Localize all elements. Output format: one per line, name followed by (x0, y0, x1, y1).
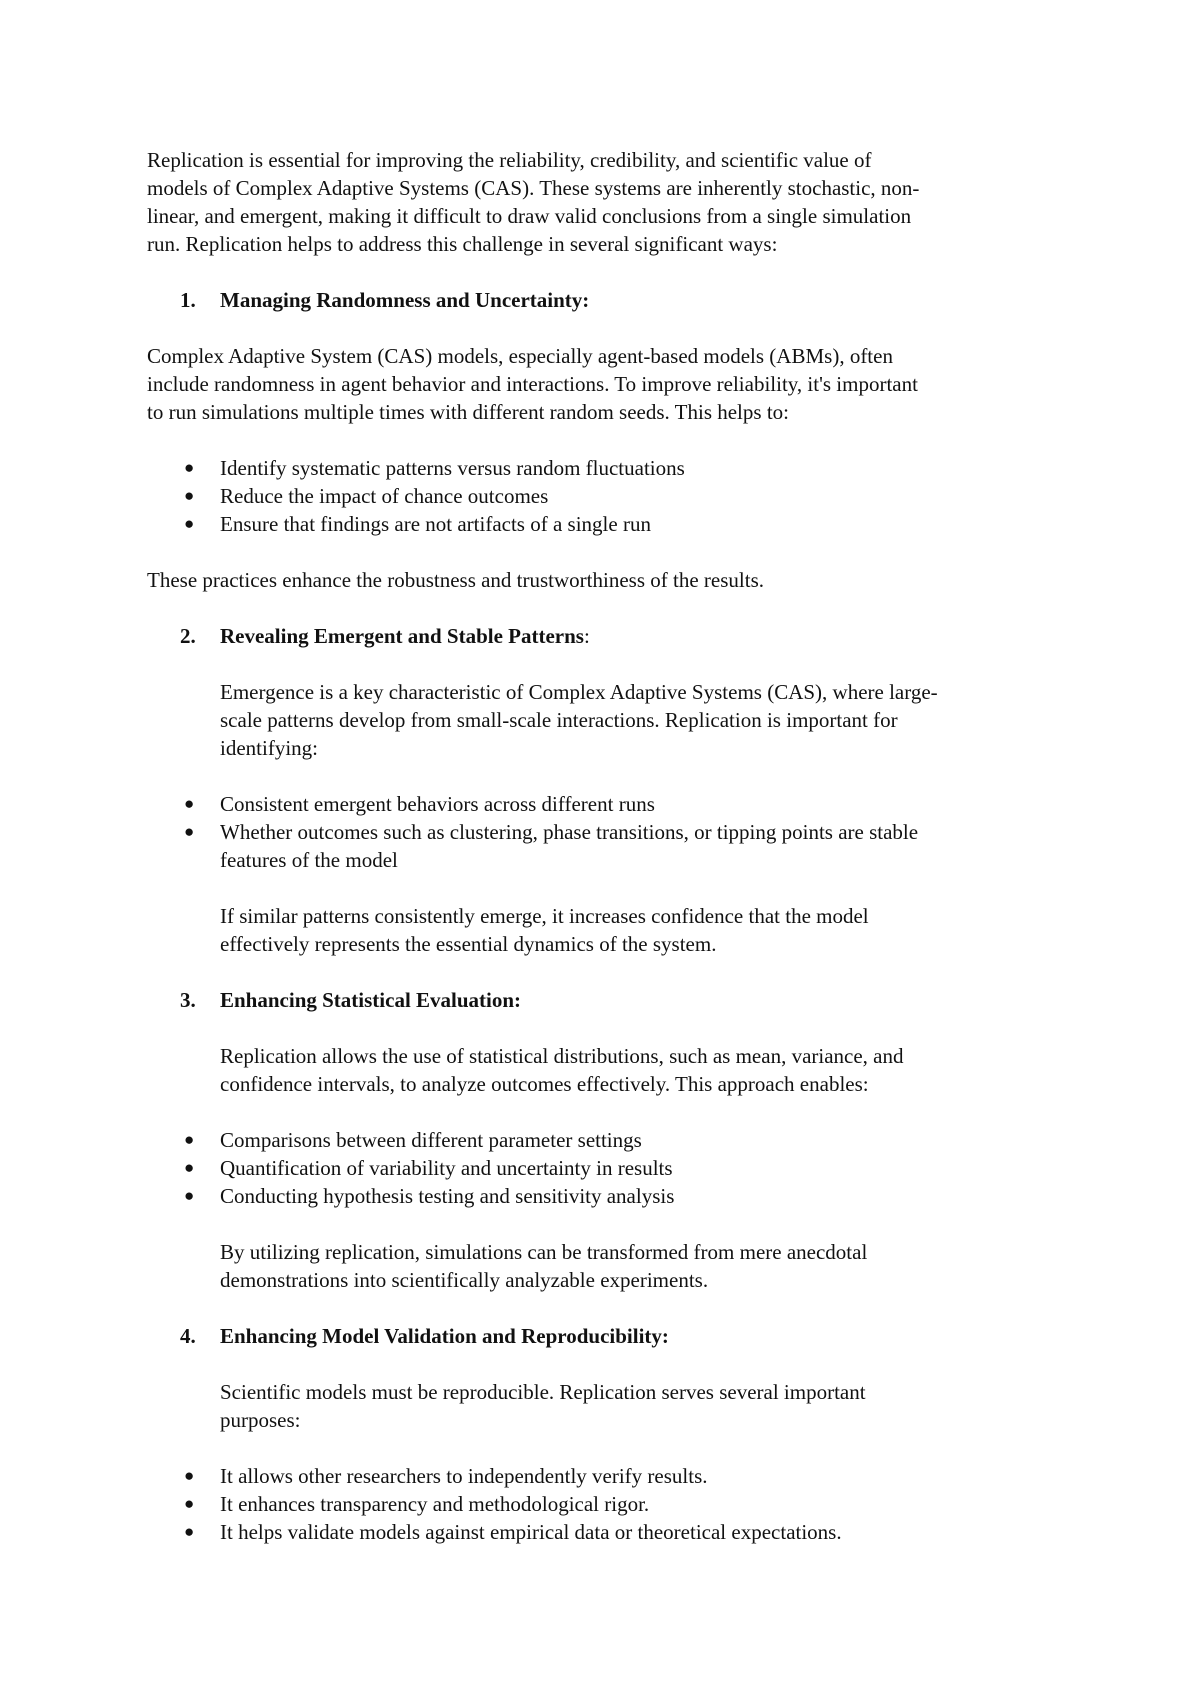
bullet-icon: ● (184, 822, 195, 841)
bullet-icon: ● (184, 1186, 195, 1205)
intro-line: run. Replication helps to address this challenge in several significant ways: (147, 232, 778, 256)
paragraph-line: include randomness in agent behavior and interactions. To improve reliability, it's important (147, 372, 918, 396)
intro-line: Replication is essential for improving the reliability, credibility, and scientific value of (147, 148, 872, 172)
paragraph-line: Replication allows the use of statistical distributions, such as mean, variance, and (220, 1044, 904, 1068)
bullet-item: Identify systematic patterns versus random fluctuations (220, 456, 685, 480)
closing-line: effectively represents the essential dynamics of the system. (220, 932, 717, 956)
section-heading-text: Revealing Emergent and Stable Patterns (220, 624, 584, 648)
section-number: 3. (180, 988, 196, 1012)
paragraph-line: Complex Adaptive System (CAS) models, especially agent-based models (ABMs), often (147, 344, 893, 368)
intro-line: models of Complex Adaptive Systems (CAS). These systems are inherently stochastic, non- (147, 176, 920, 200)
section-number: 4. (180, 1324, 196, 1348)
paragraph-line: Emergence is a key characteristic of Complex Adaptive Systems (CAS), where large- (220, 680, 938, 704)
closing-line: If similar patterns consistently emerge, it increases confidence that the model (220, 904, 869, 928)
closing-line: demonstrations into scientifically analyzable experiments. (220, 1268, 709, 1292)
bullet-item: Ensure that findings are not artifacts of a single run (220, 512, 651, 536)
bullet-item: It helps validate models against empirical data or theoretical expectations. (220, 1520, 842, 1544)
bullet-icon: ● (184, 458, 195, 477)
bullet-item: Reduce the impact of chance outcomes (220, 484, 549, 508)
bullet-icon: ● (184, 794, 195, 813)
section-heading-text: Enhancing Statistical Evaluation: (220, 988, 522, 1012)
bullet-icon: ● (184, 1466, 195, 1485)
bullet-item: It allows other researchers to independently verify results. (220, 1464, 708, 1488)
section-number: 1. (180, 288, 196, 312)
paragraph-line: scale patterns develop from small-scale interactions. Replication is important for (220, 708, 898, 732)
closing-line: By utilizing replication, simulations can be transformed from mere anecdotal (220, 1240, 868, 1264)
bullet-icon: ● (184, 1158, 195, 1177)
bullet-item: Comparisons between different parameter settings (220, 1128, 642, 1152)
bullet-item: Whether outcomes such as clustering, phase transitions, or tipping points are stable (220, 820, 919, 844)
paragraph-line: identifying: (220, 736, 318, 760)
bullet-icon: ● (184, 1494, 195, 1513)
section-heading (220, 986, 521, 1014)
paragraph-line: confidence intervals, to analyze outcomes effectively. This approach enables: (220, 1072, 869, 1096)
section-heading (220, 622, 590, 650)
section-heading-text: Enhancing Model Validation and Reproducibility: (220, 1324, 669, 1348)
intro-line: linear, and emergent, making it difficult to draw valid conclusions from a single simulation (147, 204, 912, 228)
paragraph-line: to run simulations multiple times with different random seeds. This helps to: (147, 400, 789, 424)
section-heading (220, 286, 589, 314)
bullet-item: Conducting hypothesis testing and sensitivity analysis (220, 1184, 675, 1208)
section-number: 2. (180, 624, 196, 648)
bullet-icon: ● (184, 1130, 195, 1149)
section-heading (220, 1322, 669, 1350)
bullet-icon: ● (184, 486, 195, 505)
section-heading-text: Managing Randomness and Uncertainty: (220, 288, 590, 312)
closing-line: These practices enhance the robustness and trustworthiness of the results. (147, 568, 764, 592)
bullet-item-continuation: features of the model (220, 848, 398, 872)
bullet-icon: ● (184, 1522, 195, 1541)
paragraph-line: purposes: (220, 1408, 301, 1432)
bullet-item: Consistent emergent behaviors across different runs (220, 792, 655, 816)
bullet-item: It enhances transparency and methodological rigor. (220, 1492, 650, 1516)
bullet-icon: ● (184, 514, 195, 533)
bullet-item: Quantification of variability and uncertainty in results (220, 1156, 673, 1180)
paragraph-line: Scientific models must be reproducible. Replication serves several important (220, 1380, 866, 1404)
section-heading-suffix: : (583, 624, 590, 648)
